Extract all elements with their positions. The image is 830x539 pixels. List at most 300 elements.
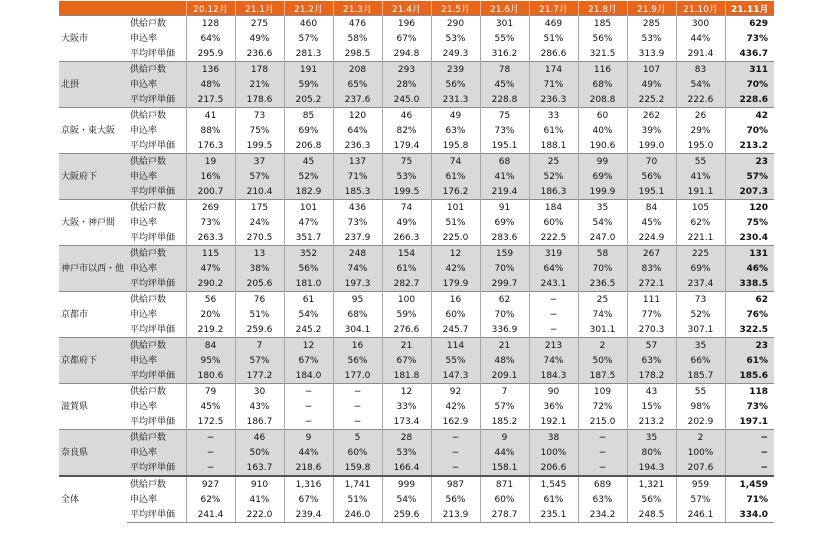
value-cell: 75%	[235, 123, 284, 138]
value-cell: 237.6	[333, 92, 382, 108]
value-cell: 92	[431, 384, 480, 400]
value-cell: 118	[725, 384, 774, 400]
metric-label: 供給戸数	[127, 430, 186, 446]
value-cell: 50%	[235, 445, 284, 460]
value-cell: 147.3	[431, 368, 480, 384]
value-cell: 270.5	[235, 230, 284, 246]
value-cell: 241.4	[186, 507, 235, 523]
header-blank-metric	[127, 1, 186, 16]
metric-label: 供給戸数	[127, 476, 186, 492]
value-cell: 222.5	[529, 230, 578, 246]
column-header: 21.10月	[676, 1, 725, 16]
metric-label: 供給戸数	[127, 16, 186, 32]
value-cell: 105	[676, 200, 725, 216]
value-cell: 225	[676, 246, 725, 262]
value-cell: 45	[284, 154, 333, 170]
value-cell: −	[284, 384, 333, 400]
value-cell: 239	[431, 62, 480, 78]
value-cell: 88%	[186, 123, 235, 138]
table-row	[59, 368, 774, 384]
value-cell: 33%	[382, 399, 431, 414]
value-cell: 196	[382, 16, 431, 32]
table-body	[59, 16, 774, 523]
value-cell: 51%	[529, 31, 578, 46]
value-cell: 63%	[578, 492, 627, 507]
value-cell: 64%	[529, 261, 578, 276]
value-cell: 60%	[529, 215, 578, 230]
metric-label: 供給戸数	[127, 200, 186, 216]
value-cell: 179.4	[382, 138, 431, 154]
table-row	[59, 322, 774, 338]
value-cell: −	[529, 322, 578, 338]
metric-label: 申込率	[130, 401, 158, 412]
value-cell: 60%	[431, 307, 480, 322]
value-cell: 56%	[431, 77, 480, 92]
column-header: 21.1月	[235, 1, 284, 16]
value-cell: 237.9	[333, 230, 382, 246]
value-cell: 185	[578, 16, 627, 32]
value-cell: 5	[333, 430, 382, 446]
column-header: 21.11月	[725, 1, 774, 16]
value-cell: 62%	[676, 215, 725, 230]
value-cell: 299.7	[480, 276, 529, 292]
market-data-table	[59, 1, 774, 523]
value-cell: 38	[529, 430, 578, 446]
value-cell: −	[333, 399, 382, 414]
value-cell: 199.0	[627, 138, 676, 154]
value-cell: 85	[284, 108, 333, 124]
value-cell: 436.7	[725, 46, 774, 62]
value-cell: 50%	[578, 353, 627, 368]
value-cell: 301	[480, 16, 529, 32]
value-cell: 871	[480, 476, 529, 492]
value-cell: 109	[578, 384, 627, 400]
value-cell: 99	[578, 154, 627, 170]
value-cell: 213.2	[627, 414, 676, 430]
value-cell: 84	[186, 338, 235, 354]
value-cell: 311	[725, 62, 774, 78]
value-cell: 71%	[333, 169, 382, 184]
value-cell: 136	[186, 62, 235, 78]
value-cell: 55	[676, 154, 725, 170]
value-cell: 352	[284, 246, 333, 262]
value-cell: 53%	[382, 445, 431, 460]
value-cell: −	[578, 460, 627, 476]
value-cell: 207.6	[676, 460, 725, 476]
value-cell: 195.1	[627, 184, 676, 200]
value-cell: 176.2	[431, 184, 480, 200]
value-cell: 24%	[235, 215, 284, 230]
region-label: 京都府下	[59, 338, 127, 384]
metric-label: 平均坪単価	[127, 92, 186, 108]
table-row	[59, 399, 774, 414]
value-cell: 74%	[529, 353, 578, 368]
value-cell: 910	[235, 476, 284, 492]
value-cell: 186.7	[235, 414, 284, 430]
value-cell: 188.1	[529, 138, 578, 154]
value-cell: 272.1	[627, 276, 676, 292]
value-cell: 225.0	[431, 230, 480, 246]
value-cell: 266.3	[382, 230, 431, 246]
value-cell: 316.2	[480, 46, 529, 62]
value-cell: 68%	[333, 307, 382, 322]
value-cell: −	[725, 460, 774, 476]
table-row	[59, 138, 774, 154]
value-cell: 182.9	[284, 184, 333, 200]
value-cell: 56%	[284, 261, 333, 276]
table-row	[59, 276, 774, 292]
value-cell: 249.3	[431, 46, 480, 62]
region-label: 京都市	[59, 292, 127, 338]
value-cell: −	[186, 430, 235, 446]
value-cell: 185.6	[725, 368, 774, 384]
value-cell: 166.4	[382, 460, 431, 476]
value-cell: 205.6	[235, 276, 284, 292]
value-cell: 1,741	[333, 476, 382, 492]
value-cell: 33	[529, 108, 578, 124]
value-cell: 44%	[284, 445, 333, 460]
value-cell: 76%	[725, 307, 774, 322]
value-cell: 69%	[480, 215, 529, 230]
table-row	[59, 507, 774, 523]
value-cell: 2	[676, 430, 725, 446]
value-cell: 262	[627, 108, 676, 124]
metric-label: 供給戸数	[127, 154, 186, 170]
value-cell: 231.3	[431, 92, 480, 108]
value-cell: −	[725, 445, 774, 460]
value-cell: 689	[578, 476, 627, 492]
value-cell: 245.7	[431, 322, 480, 338]
value-cell: −	[186, 460, 235, 476]
value-cell: −	[284, 414, 333, 430]
value-cell: 21	[382, 338, 431, 354]
value-cell: 206.8	[284, 138, 333, 154]
value-cell: 298.5	[333, 46, 382, 62]
table-row	[59, 445, 774, 460]
table-row	[59, 46, 774, 62]
value-cell: 42%	[431, 261, 480, 276]
value-cell: 128	[186, 16, 235, 32]
value-cell: 30	[235, 384, 284, 400]
column-header: 21.6月	[480, 1, 529, 16]
value-cell: 98%	[676, 399, 725, 414]
value-cell: 25	[578, 292, 627, 308]
value-cell: 286.6	[529, 46, 578, 62]
value-cell: 259.6	[235, 322, 284, 338]
value-cell: 285	[627, 16, 676, 32]
value-cell: 2	[578, 338, 627, 354]
value-cell: 176.3	[186, 138, 235, 154]
column-header: 21.8月	[578, 1, 627, 16]
metric-label: 平均坪単価	[127, 184, 186, 200]
value-cell: 469	[529, 16, 578, 32]
value-cell: 199.9	[578, 184, 627, 200]
value-cell: 301.1	[578, 322, 627, 338]
region-label: 滋賀県	[59, 384, 127, 430]
value-cell: 291.4	[676, 46, 725, 62]
value-cell: 56%	[333, 353, 382, 368]
value-cell: 41	[186, 108, 235, 124]
value-cell: 21	[480, 338, 529, 354]
value-cell: 54%	[676, 77, 725, 92]
value-cell: 69%	[578, 169, 627, 184]
value-cell: 61%	[382, 261, 431, 276]
value-cell: 55%	[480, 31, 529, 46]
value-cell: 45%	[186, 399, 235, 414]
value-cell: 59%	[382, 307, 431, 322]
value-cell: 294.8	[382, 46, 431, 62]
region-label: 奈良県	[59, 430, 127, 477]
value-cell: 73%	[186, 215, 235, 230]
value-cell: 194.3	[627, 460, 676, 476]
value-cell: 90	[529, 384, 578, 400]
metric-label: 申込率	[130, 125, 158, 136]
value-cell: 269	[186, 200, 235, 216]
metric-label: 申込率	[130, 494, 158, 505]
value-cell: 101	[284, 200, 333, 216]
value-cell: 177.2	[235, 368, 284, 384]
value-cell: −	[725, 430, 774, 446]
value-cell: 70%	[725, 123, 774, 138]
value-cell: 234.2	[578, 507, 627, 523]
region-label: 神戸市以西・他	[59, 246, 127, 292]
value-cell: 20%	[186, 307, 235, 322]
value-cell: 1,459	[725, 476, 774, 492]
value-cell: 64%	[333, 123, 382, 138]
value-cell: 225.2	[627, 92, 676, 108]
value-cell: 179.9	[431, 276, 480, 292]
value-cell: 91	[480, 200, 529, 216]
value-cell: 1,316	[284, 476, 333, 492]
value-cell: 338.5	[725, 276, 774, 292]
value-cell: 219.4	[480, 184, 529, 200]
value-cell: 43	[627, 384, 676, 400]
value-cell: 236.3	[333, 138, 382, 154]
metric-label: 平均坪単価	[130, 232, 176, 243]
value-cell: 236.3	[529, 92, 578, 108]
value-cell: 313.9	[627, 46, 676, 62]
value-cell: 177.0	[333, 368, 382, 384]
metric-label: 平均坪単価	[127, 368, 186, 384]
value-cell: 68	[480, 154, 529, 170]
table-row	[59, 414, 774, 430]
value-cell: 236.5	[578, 276, 627, 292]
value-cell: 172.5	[186, 414, 235, 430]
value-cell: 44%	[480, 445, 529, 460]
value-cell: 48%	[186, 77, 235, 92]
value-cell: 53%	[627, 31, 676, 46]
value-cell: −	[333, 414, 382, 430]
value-cell: 62	[480, 292, 529, 308]
value-cell: 174	[529, 62, 578, 78]
value-cell: 57%	[235, 353, 284, 368]
value-cell: 247.0	[578, 230, 627, 246]
value-cell: 74%	[333, 261, 382, 276]
value-cell: 208.8	[578, 92, 627, 108]
value-cell: 36%	[529, 399, 578, 414]
value-cell: 243.1	[529, 276, 578, 292]
value-cell: 65%	[333, 77, 382, 92]
value-cell: 23	[725, 154, 774, 170]
value-cell: 16	[333, 338, 382, 354]
value-cell: 1,545	[529, 476, 578, 492]
table-row	[59, 230, 774, 246]
value-cell: 173.4	[382, 414, 431, 430]
value-cell: 185.2	[480, 414, 529, 430]
value-cell: 60%	[333, 445, 382, 460]
value-cell: 218.6	[284, 460, 333, 476]
metric-label: 平均坪単価	[130, 140, 176, 151]
value-cell: 184.0	[284, 368, 333, 384]
value-cell: −	[578, 445, 627, 460]
value-cell: 184.3	[529, 368, 578, 384]
value-cell: 56%	[627, 492, 676, 507]
region-label: 京阪・東大阪	[59, 108, 127, 154]
table-row	[59, 215, 774, 230]
value-cell: 58%	[333, 31, 382, 46]
value-cell: 61	[284, 292, 333, 308]
value-cell: 42%	[431, 399, 480, 414]
value-cell: 95	[333, 292, 382, 308]
value-cell: 70%	[725, 77, 774, 92]
value-cell: 15%	[627, 399, 676, 414]
region-label: 大阪府下	[59, 154, 127, 200]
value-cell: 230.4	[725, 230, 774, 246]
value-cell: 77%	[627, 307, 676, 322]
value-cell: 159	[480, 246, 529, 262]
value-cell: 62	[725, 292, 774, 308]
value-cell: 67%	[382, 353, 431, 368]
region-label: 大阪・神戸間	[59, 200, 127, 246]
value-cell: 246.0	[333, 507, 382, 523]
value-cell: 42	[725, 108, 774, 124]
value-cell: 75%	[725, 215, 774, 230]
value-cell: 213	[529, 338, 578, 354]
value-cell: 351.7	[284, 230, 333, 246]
value-cell: 180.6	[186, 368, 235, 384]
value-cell: 70%	[480, 307, 529, 322]
table-row	[59, 338, 774, 354]
value-cell: 336.9	[480, 322, 529, 338]
value-cell: 248	[333, 246, 382, 262]
value-cell: 7	[235, 338, 284, 354]
value-cell: 236.6	[235, 46, 284, 62]
value-cell: 73%	[333, 215, 382, 230]
value-cell: 16%	[186, 169, 235, 184]
value-cell: 54%	[578, 215, 627, 230]
value-cell: 282.7	[382, 276, 431, 292]
table-row	[59, 430, 774, 446]
value-cell: 185.3	[333, 184, 382, 200]
metric-label: 平均坪単価	[127, 507, 186, 523]
value-cell: 1,321	[627, 476, 676, 492]
value-cell: 115	[186, 246, 235, 262]
value-cell: 70%	[578, 261, 627, 276]
metric-label: 申込率	[127, 169, 186, 184]
value-cell: 116	[578, 62, 627, 78]
metric-label: 供給戸数	[127, 246, 186, 262]
value-cell: 178.6	[235, 92, 284, 108]
value-cell: 270.3	[627, 322, 676, 338]
value-cell: 37	[235, 154, 284, 170]
value-cell: 72%	[578, 399, 627, 414]
value-cell: 319	[529, 246, 578, 262]
value-cell: 228.8	[480, 92, 529, 108]
value-cell: 275	[235, 16, 284, 32]
value-cell: 76	[235, 292, 284, 308]
value-cell: 322.5	[725, 322, 774, 338]
value-cell: 131	[725, 246, 774, 262]
value-cell: 191	[284, 62, 333, 78]
value-cell: 221.1	[676, 230, 725, 246]
value-cell: −	[186, 445, 235, 460]
value-cell: 158.1	[480, 460, 529, 476]
value-cell: −	[333, 384, 382, 400]
value-cell: 222.6	[676, 92, 725, 108]
value-cell: 276.6	[382, 322, 431, 338]
value-cell: 21%	[235, 77, 284, 92]
value-cell: 67%	[284, 492, 333, 507]
value-cell: 53%	[431, 31, 480, 46]
table-row	[59, 307, 774, 322]
value-cell: 197.3	[333, 276, 382, 292]
value-cell: 192.1	[529, 414, 578, 430]
value-cell: 101	[431, 200, 480, 216]
value-cell: 239.4	[284, 507, 333, 523]
value-cell: 120	[725, 200, 774, 216]
value-cell: 207.3	[725, 184, 774, 200]
value-cell: 51%	[333, 492, 382, 507]
value-cell: 75	[382, 154, 431, 170]
value-cell: −	[284, 399, 333, 414]
value-cell: 57%	[284, 31, 333, 46]
value-cell: 78	[480, 62, 529, 78]
value-cell: 162.9	[431, 414, 480, 430]
value-cell: 159.8	[333, 460, 382, 476]
value-cell: 60	[578, 108, 627, 124]
value-cell: 190.6	[578, 138, 627, 154]
table-row	[59, 476, 774, 492]
table-row	[59, 353, 774, 368]
value-cell: 41%	[480, 169, 529, 184]
value-cell: 629	[725, 16, 774, 32]
value-cell: 63%	[627, 353, 676, 368]
value-cell: 23	[725, 338, 774, 354]
value-cell: 199.5	[235, 138, 284, 154]
value-cell: 83	[676, 62, 725, 78]
value-cell: 290	[431, 16, 480, 32]
value-cell: 120	[333, 108, 382, 124]
value-cell: 237.4	[676, 276, 725, 292]
value-cell: −	[431, 445, 480, 460]
value-cell: 206.6	[529, 460, 578, 476]
value-cell: 47%	[284, 215, 333, 230]
value-cell: 25	[529, 154, 578, 170]
metric-label: 平均坪単価	[127, 276, 186, 292]
value-cell: 74	[382, 200, 431, 216]
value-cell: 987	[431, 476, 480, 492]
metric-label: 供給戸数	[127, 384, 186, 400]
value-cell: 7	[480, 384, 529, 400]
value-cell: 57%	[480, 399, 529, 414]
value-cell: −	[431, 460, 480, 476]
value-cell: 213.9	[431, 507, 480, 523]
metric-label: 平均坪単価	[130, 48, 176, 59]
value-cell: 181.8	[382, 368, 431, 384]
value-cell: 246.1	[676, 507, 725, 523]
value-cell: 200.7	[186, 184, 235, 200]
table-row	[59, 184, 774, 200]
